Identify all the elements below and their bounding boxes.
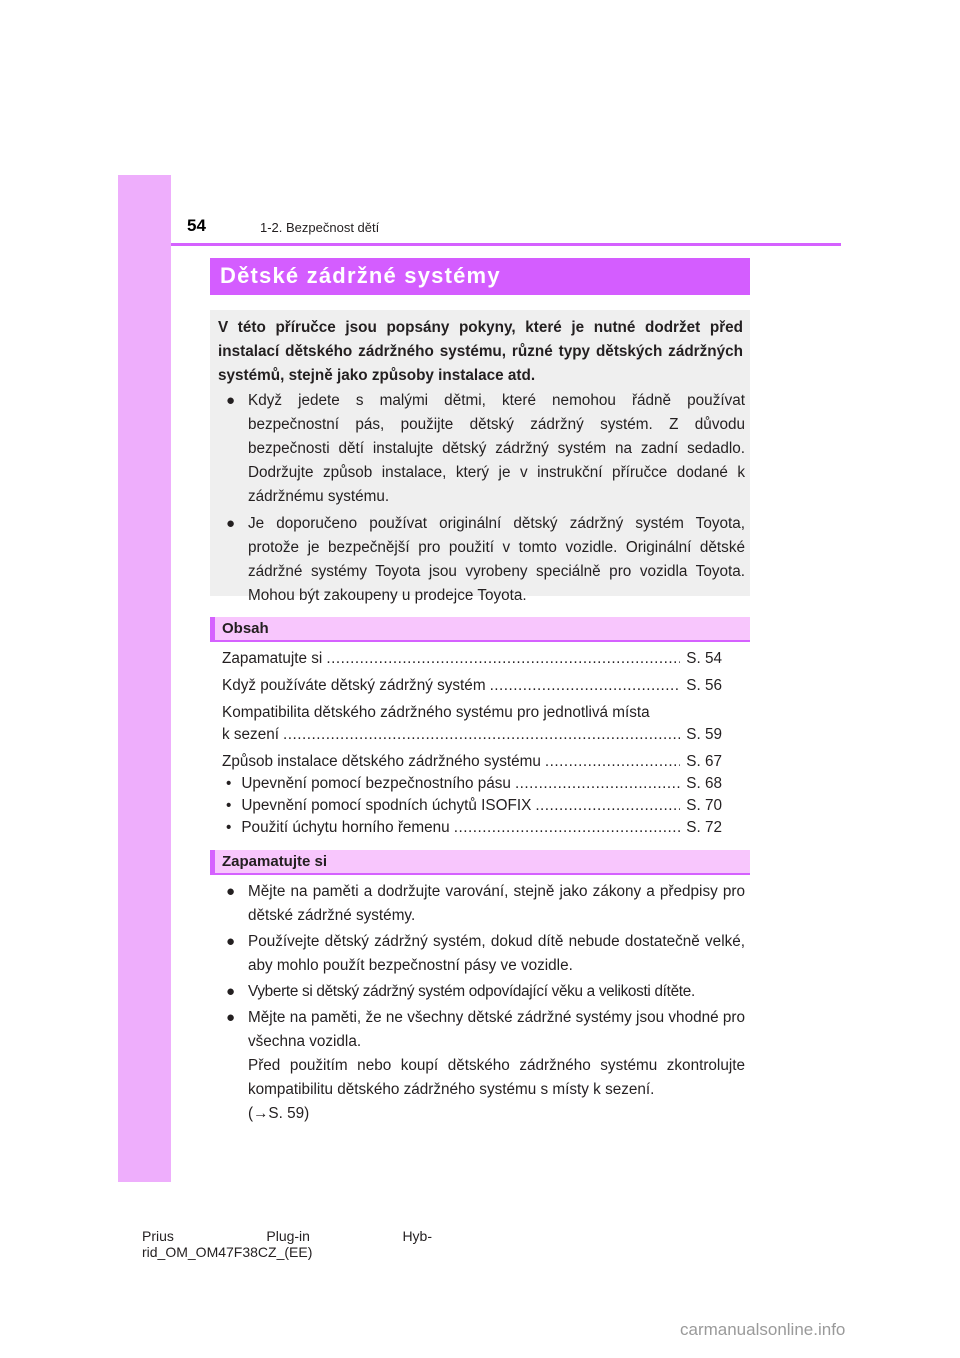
section-label: 1-2. Bezpečnost dětí [260,220,380,235]
page-title-bar [210,258,750,295]
footer-doc-id: Prius Plug-in Hyb- rid_OM_OM47F38CZ_(EE) [142,1228,432,1260]
remember-heading: Zapamatujte si [222,853,328,870]
toc-subitem[interactable]: • Upevnění pomocí spodních úchytů ISOFIX ..... S. 70 [222,795,722,817]
note-bullet: ● Používejte dětský zádržný systém, dokud dítě nebude dostatečně velké, aby mohlo použít bezpečnostní pásy ve vozidle. [210,930,745,978]
chapter-sidebar-tab [118,175,171,1182]
sub-bullet-icon: • [226,797,232,814]
note-bullet: ● Vyberte si dětský zádržný systém odpovídající věku a velikosti dítěte. [210,980,745,1004]
table-of-contents [222,648,722,839]
remember-heading-bar [210,850,750,875]
toc-item[interactable]: Způsob instalace dětského zádržného systému ..... S. 67 [222,751,722,773]
toc-item[interactable]: Když používáte dětský zádržný systém ..... S. 56 [222,675,722,697]
header-rule [171,243,841,246]
intro-bullet: ● Je doporučeno používat originální dětský zádržný systém Toyota, protože je bezpečnější pro použití v tomto vozidle. Originální dětské zádržné systémy Toyota jsou vyrobeny speciálně pro vozidla Toyota. Mohou být zakoupeny u prodejce Toyota. [210,512,745,608]
note-bullet: ● Mějte na paměti a dodržujte varování, stejně jako zákony a předpisy pro dětské zádržné systémy. [210,880,745,928]
note-bullet: ● Mějte na paměti, že ne všechny dětské zádržné systémy jsou vhodné pro všechna vozidla. Před použitím nebo koupí dětského zádržného systému zkontrolujte kompatibilitu dětského zádržného systému s místy k sezení. (→S. 59) [210,1006,745,1126]
remember-notes [210,880,745,1128]
page-reference-link[interactable]: (→S. 59) [248,1105,310,1122]
toc-item[interactable]: Kompatibilita dětského zádržného systému pro jednotlivá místa k sezení ..... S. 59 [222,702,722,746]
page-title: Dětské zádržné systémy [220,263,501,288]
note-extra: Před použitím nebo koupí dětského zádržného systému zkontrolujte kompatibilitu dětského zádržného systému s místy k sezení. [248,1057,745,1098]
bullet-icon: ● [226,392,236,409]
intro-box [210,310,750,604]
intro-text: V této příručce jsou popsány pokyny, které je nutné dodržet před instalací dětského zádržného systému, různé typy dětských zádržných systémů, stejně jako způsoby instalace atd. [218,319,743,384]
sub-bullet-icon: • [226,775,232,792]
bullet-icon: ● [226,933,236,950]
toc-item[interactable]: Zapamatujte si ..... S. 54 [222,648,722,670]
bullet-icon: ● [226,883,236,900]
sub-bullet-icon: • [226,819,232,836]
bullet-icon: ● [226,1009,236,1026]
page-number: 54 [187,216,206,235]
bullet-icon: ● [226,515,236,532]
toc-subitem[interactable]: • Použití úchytu horního řemenu ..... S. 72 [222,817,722,839]
contents-heading-bar [210,617,750,642]
toc-subitem[interactable]: • Upevnění pomocí bezpečnostního pásu ..... S. 68 [222,773,722,795]
watermark: carmanualsonline.info [680,1320,846,1339]
intro-bullet: ● Když jedete s malými dětmi, které nemohou řádně používat bezpečnostní pás, použijte dětský zádržný systém. Z důvodu bezpečnosti dětí instalujte dětský zádržný systém na zadní sedadlo. Dodržujte způsob instalace, který je v instrukční příručce dodané k zádržnému systému. [210,389,745,509]
contents-heading: Obsah [222,620,269,637]
bullet-icon: ● [226,983,235,1000]
